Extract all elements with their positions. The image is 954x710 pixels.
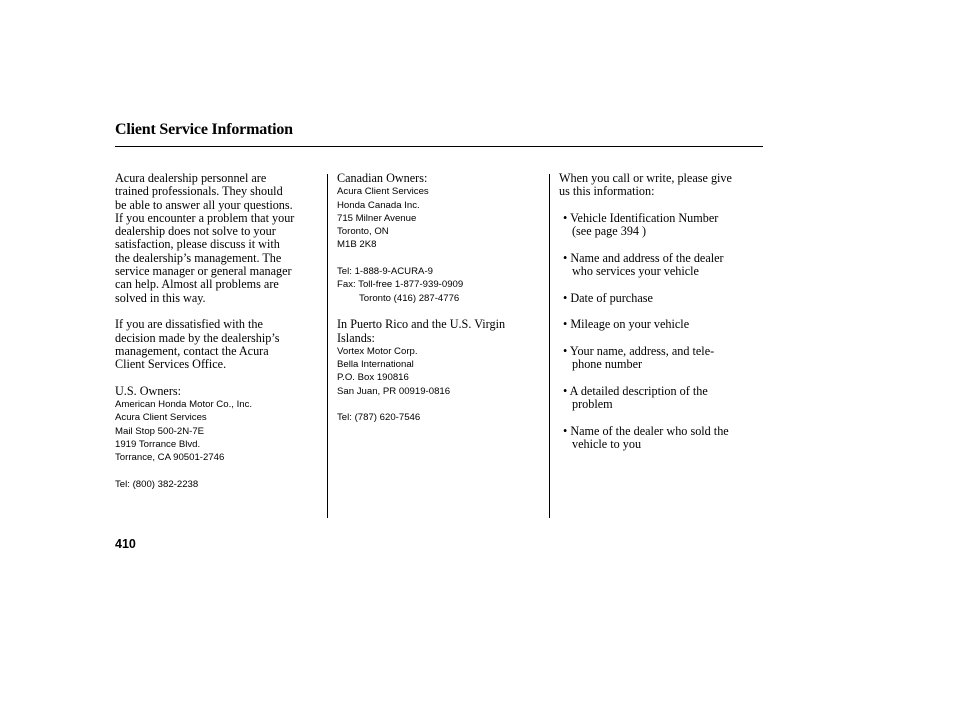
column-middle <box>337 172 542 425</box>
list-item: • Vehicle Identification Number (see page 394 ) <box>563 210 719 239</box>
canadian-owners-fax: Fax: Toll-free 1-877-939-0909 <box>337 279 464 291</box>
list-item: • Mileage on your vehicle <box>563 317 690 332</box>
canadian-owners-toronto: Toronto (416) 287-4776 <box>359 292 460 304</box>
us-owners-tel: Tel: (800) 382-2238 <box>115 478 199 490</box>
puerto-rico-address: Vortex Motor Corp. Bella International P.O. Box 190816 San Juan, PR 00919-0816 Tel: (787) 620-7546 <box>337 345 542 425</box>
dissatisfied-paragraph: If you are dissatisfied with the decision made by the dealership’s management, contact the Acura Client Services Office. <box>115 317 280 372</box>
puerto-rico-tel: Tel: (787) 620-7546 <box>337 412 421 424</box>
canadian-owners-heading: Canadian Owners: <box>337 171 428 185</box>
column-left <box>115 172 325 491</box>
canadian-owners-address: Acura Client Services Honda Canada Inc. 715 Milner Avenue Toronto, ON M1B 2K8 Tel: 1-888-9-ACURA-9 Fax: Toll-free 1-877-939-0909 Toronto (416) 287-4776 <box>337 185 542 305</box>
column-divider-1 <box>327 174 328 518</box>
puerto-rico-heading: In Puerto Rico and the U.S. Virgin Islands: <box>337 317 506 345</box>
list-item: • Your name, address, and tele- phone number <box>563 343 715 372</box>
info-list <box>559 212 759 451</box>
us-owners-heading: U.S. Owners: <box>115 383 182 398</box>
page-number: 410 <box>115 537 136 551</box>
title-rule <box>115 146 763 147</box>
list-item: • Name and address of the dealer who services your vehicle <box>563 250 724 279</box>
list-item: • A detailed description of the problem <box>563 383 708 412</box>
column-right <box>559 172 759 451</box>
list-item: • Date of purchase <box>563 290 653 305</box>
info-intro: When you call or write, please give us this information: <box>559 171 732 199</box>
intro-paragraph: Acura dealership personnel are trained professionals. They should be able to answer all your questions. If you encounter a problem that your dealership does not solve to your satisfaction, please discuss it with the dealership’s management. The service manager or general manager can help. Almost all problems are solved in this way. <box>115 171 295 305</box>
list-item: • Name of the dealer who sold the vehicle to you <box>563 423 729 451</box>
us-owners-address: American Honda Motor Co., Inc. Acura Client Services Mail Stop 500-2N-7E 1919 Torrance Blvd. Torrance, CA 90501-2746 Tel: (800) 382-2238 <box>115 398 325 491</box>
page-title: Client Service Information <box>115 121 293 138</box>
canadian-owners-tel: Tel: 1-888-9-ACURA-9 <box>337 266 433 278</box>
column-divider-2 <box>549 174 550 518</box>
